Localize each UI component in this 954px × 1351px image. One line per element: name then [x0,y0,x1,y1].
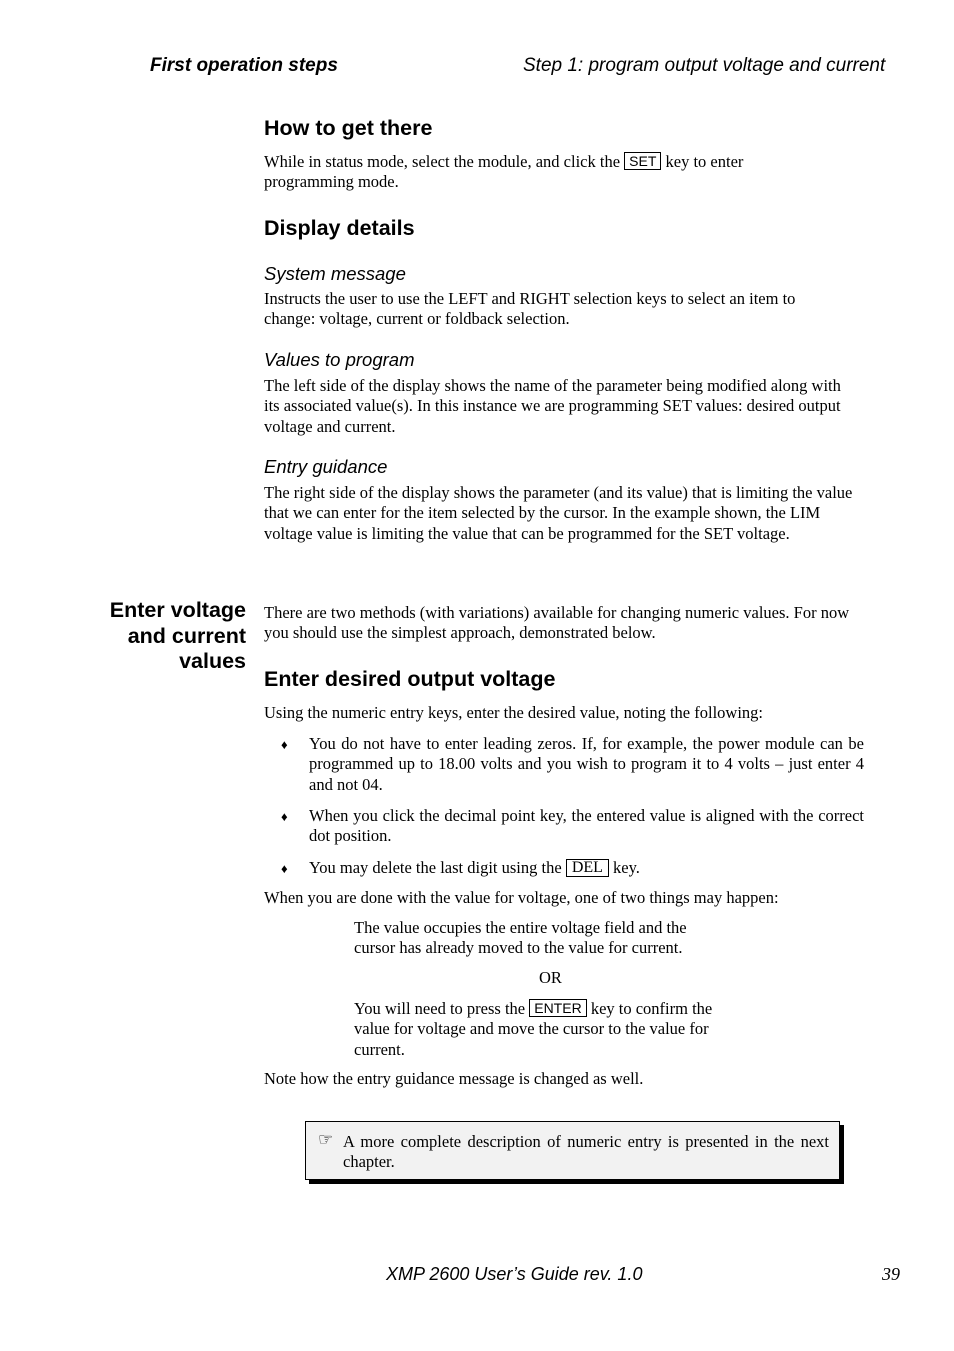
enter-voltage-lead: Using the numeric entry keys, enter the desired value, noting the following: [264,703,763,722]
or-separator: OR [539,968,562,987]
how-to-text-before: While in status mode, select the module, and click the [264,152,621,171]
side-heading [80,598,246,675]
bullet-item: You do not have to enter leading zeros. If, for example, the power module can be programmed up to 18.00 volts and you wish to program it to 4 volts – just enter 4 and not 04. [309,734,864,794]
how-to-paragraph [264,152,864,193]
bullet-marker: ♦ [281,809,288,824]
subheading-values-to-program: Values to program [264,349,415,370]
option2-text-after: key to confirm the [590,999,713,1018]
running-header-left: First operation steps [150,55,338,76]
bullet-marker: ♦ [281,737,288,752]
bullet3-text-after: key. [613,858,640,877]
bullet3-text-before: You may delete the last digit using the [309,858,562,877]
option-two-paragraph [354,999,754,1060]
subheading-entry-guidance: Entry guidance [264,456,388,477]
values-to-program-paragraph: The left side of the display shows the name of the parameter being modified along with its associated value(s). In this instance we are programming SET values: desired output voltage and current. [264,376,841,436]
footer-title: XMP 2600 User’s Guide rev. 1.0 [386,1264,643,1284]
bullet-item: When you click the decimal point key, the entered value is aligned with the correct dot position. [309,806,864,846]
intro-paragraph: There are two methods (with variations) available for changing numeric values. For now you should use the simplest approach, demonstrated below. [264,603,850,643]
heading-how-to-get-there: How to get there [264,116,433,140]
page-number: 39 [882,1264,900,1284]
side-heading-line2: and current [127,623,246,648]
how-to-text-line2: programming mode. [264,172,399,192]
heading-enter-desired-output-voltage: Enter desired output voltage [264,667,556,691]
option2-text-rest: value for voltage and move the cursor to the value for current. [354,1019,709,1059]
note-text: A more complete description of numeric entry is presented in the next chapter. [343,1132,829,1172]
subheading-system-message: System message [264,263,406,284]
enter-key-label: ENTER [529,999,586,1017]
heading-display-details: Display details [264,216,415,240]
side-heading-line1: Enter voltage [109,598,246,622]
option-one-paragraph: The value occupies the entire voltage field and the cursor has already moved to the value for current. [354,918,687,958]
pointing-hand-icon: ☞ [318,1130,334,1149]
system-message-paragraph: Instructs the user to use the LEFT and RIGHT selection keys to select an item to change: voltage, current or foldback selection. [264,289,796,329]
side-heading-line3: values [179,649,246,673]
running-header-right: Step 1: program output voltage and current [523,55,886,76]
bullet-item [309,858,864,878]
del-key-label: DEL [566,859,609,877]
entry-guidance-paragraph: The right side of the display shows the parameter (and its value) that is limiting the value that we can enter for the item selected by the cursor. In the example shown, the LIM voltage value is limiting the value that can be programmed for the SET voltage. [264,483,853,543]
set-key-label: SET [624,152,661,170]
after-value-paragraph: When you are done with the value for voltage, one of two things may happen: [264,888,779,907]
how-to-text-after: key to enter [665,152,744,171]
note-line: Note how the entry guidance message is changed as well. [264,1069,644,1088]
bullet-marker: ♦ [281,861,288,876]
option2-text-before: You will need to press the [354,999,526,1018]
